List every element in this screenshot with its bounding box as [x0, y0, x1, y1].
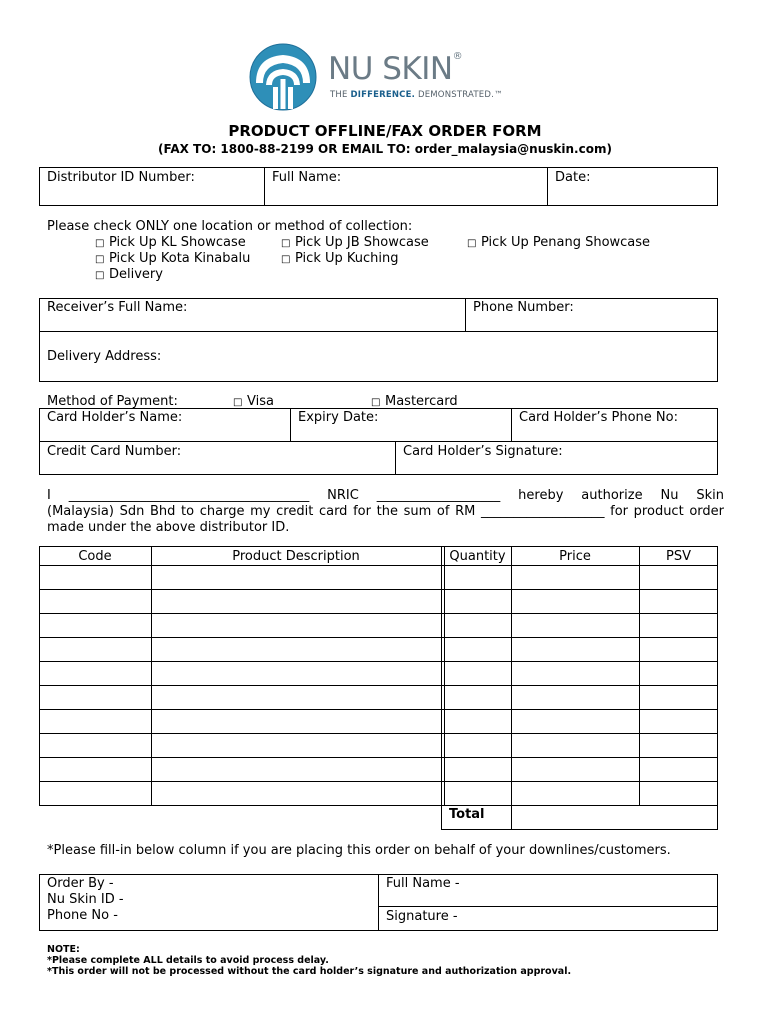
downline-full-name-field[interactable]: Full Name - — [386, 876, 460, 891]
card-holder-phone-field[interactable]: Card Holder’s Phone No: — [519, 410, 678, 425]
distributor-id-field[interactable]: Distributor ID Number: — [47, 170, 195, 185]
checkbox-icon[interactable]: □ — [95, 238, 105, 249]
note-line-2: *This order will not be processed without the card holder’s signature and authorization approval. — [47, 966, 572, 977]
expiry-date-field[interactable]: Expiry Date: — [298, 410, 379, 425]
note-heading: NOTE: — [47, 944, 80, 955]
checkbox-icon[interactable]: □ — [233, 397, 243, 408]
checkbox-icon[interactable]: □ — [281, 254, 291, 265]
date-field[interactable]: Date: — [555, 170, 591, 185]
collection-prompt: Please check ONLY one location or method of collection: — [47, 219, 413, 234]
downline-instruction: *Please fill-in below column if you are placing this order on behalf of your downlines/customers. — [47, 843, 671, 858]
column-header-code: Code — [78, 549, 112, 564]
column-header-psv: PSV — [666, 549, 691, 564]
nu-skin-logo — [246, 43, 536, 113]
option-penang-showcase[interactable]: □ Pick Up Penang Showcase — [467, 235, 651, 250]
checkbox-icon[interactable]: □ — [467, 238, 477, 249]
checkbox-icon[interactable]: □ — [95, 254, 105, 265]
order-by-field[interactable]: Order By - — [47, 876, 114, 891]
checkbox-icon[interactable]: □ — [281, 238, 291, 249]
phone-no-field[interactable]: Phone No - — [47, 908, 118, 923]
receiver-name-field[interactable]: Receiver’s Full Name: — [47, 300, 188, 315]
option-kuching[interactable]: □ Pick Up Kuching — [281, 251, 399, 266]
registered-mark: ® — [452, 51, 463, 62]
total-label: Total — [449, 807, 485, 822]
option-delivery[interactable]: □ Delivery — [95, 267, 163, 282]
option-kl-showcase[interactable]: □ Pick Up KL Showcase — [95, 235, 246, 250]
form-title: PRODUCT OFFLINE/FAX ORDER FORM — [228, 122, 542, 140]
credit-card-number-field[interactable]: Credit Card Number: — [47, 444, 182, 459]
checkbox-icon[interactable]: □ — [371, 397, 381, 408]
column-header-price: Price — [559, 549, 591, 564]
column-header-description: Product Description — [232, 549, 360, 564]
tagline-demonstrated: DEMONSTRATED.™ — [417, 90, 503, 100]
option-kota-kinabalu[interactable]: □ Pick Up Kota Kinabalu — [95, 251, 251, 266]
column-header-quantity: Quantity — [449, 549, 506, 564]
card-holder-signature-field[interactable]: Card Holder’s Signature: — [403, 444, 563, 459]
authorization-line-1: I _____________________________________ NRIC ___________________ hereby authorize Nu Skin — [47, 488, 724, 503]
full-name-field[interactable]: Full Name: — [272, 170, 342, 185]
nu-skin-id-field[interactable]: Nu Skin ID - — [47, 892, 124, 907]
nu-skin-emblem-icon — [246, 43, 320, 111]
payment-mastercard-option[interactable]: □ Mastercard — [371, 394, 458, 409]
form-subtitle: (FAX TO: 1800-88-2199 OR EMAIL TO: order_malaysia@nuskin.com) — [158, 142, 612, 156]
checkbox-icon[interactable]: □ — [95, 270, 105, 281]
brand-name: NU SKIN — [328, 51, 453, 87]
card-holder-name-field[interactable]: Card Holder’s Name: — [47, 410, 183, 425]
receiver-phone-field[interactable]: Phone Number: — [473, 300, 574, 315]
authorization-line-2: (Malaysia) Sdn Bhd to charge my credit card for the sum of RM ___________________ for product order — [47, 504, 724, 519]
authorization-line-3: made under the above distributor ID. — [47, 520, 290, 535]
payment-visa-option[interactable]: □ Visa — [233, 394, 274, 409]
tagline-difference: DIFFERENCE. — [350, 90, 416, 100]
note-line-1: *Please complete ALL details to avoid process delay. — [47, 955, 329, 966]
payment-method-label: Method of Payment: — [47, 394, 178, 409]
delivery-address-field[interactable]: Delivery Address: — [47, 349, 162, 364]
tagline-the: THE — [330, 90, 348, 100]
option-jb-showcase[interactable]: □ Pick Up JB Showcase — [281, 235, 429, 250]
downline-signature-field[interactable]: Signature - — [386, 909, 458, 924]
